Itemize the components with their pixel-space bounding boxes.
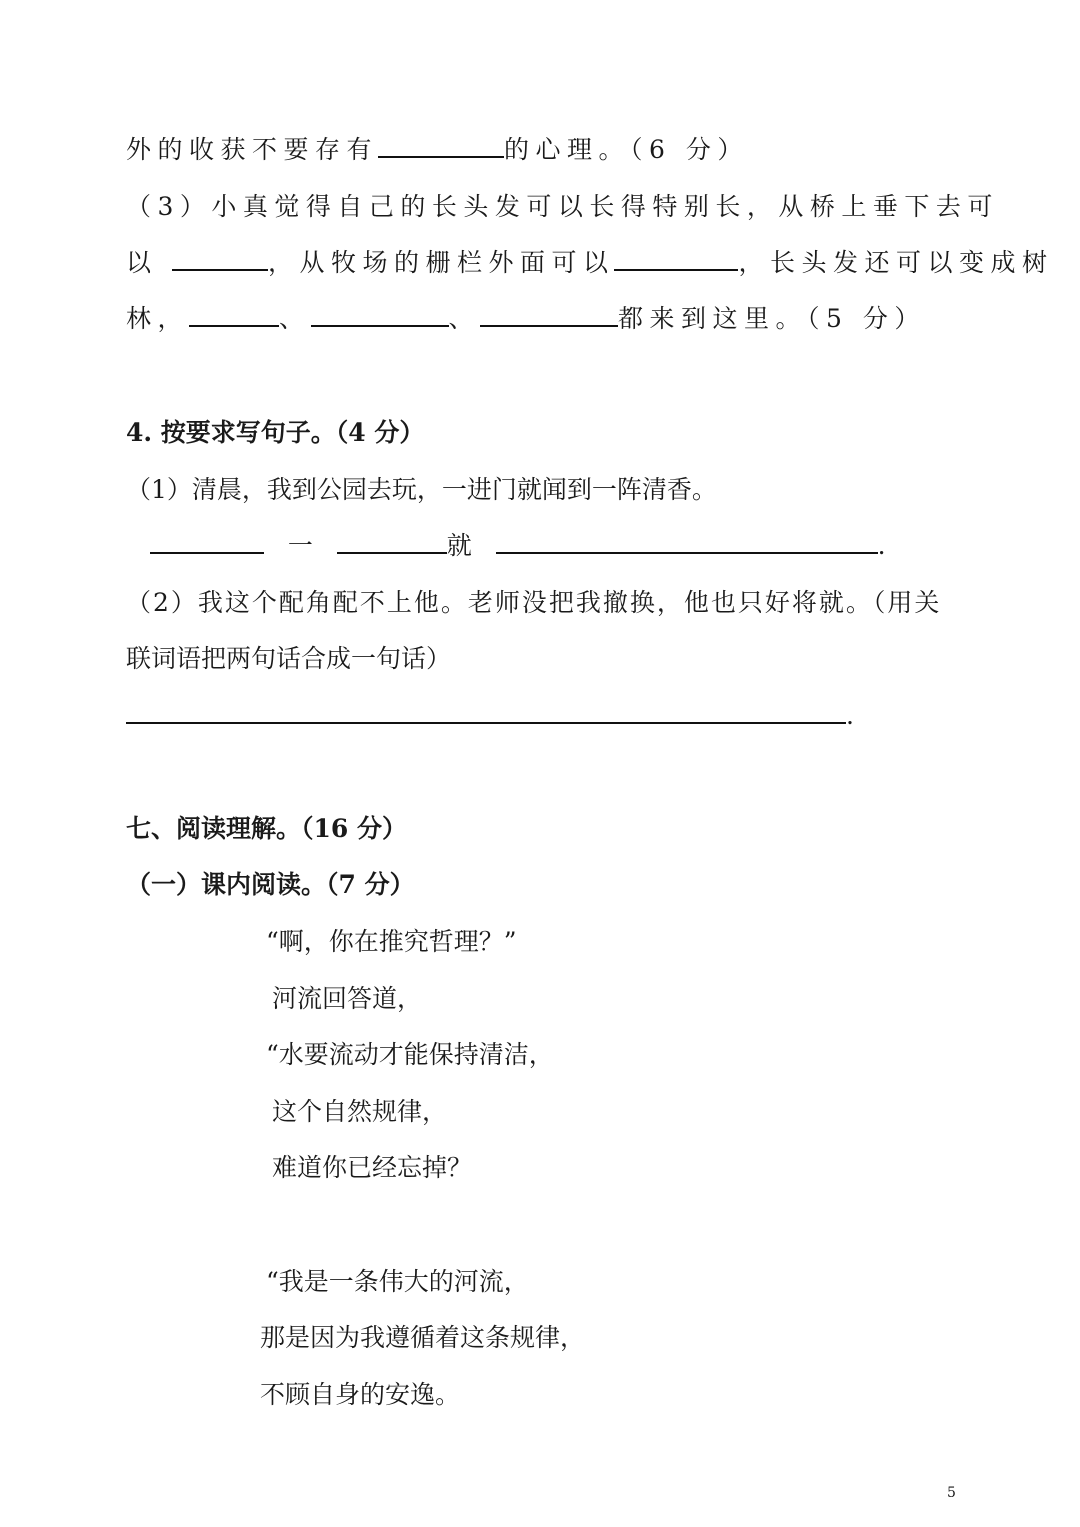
q3-item3-text-b: ，从牧场的栅栏外面可以: [267, 248, 615, 277]
poem-line: “水要流动才能保持清洁，: [266, 1040, 554, 1069]
answer-blank[interactable]: [150, 532, 264, 554]
poem-line: “啊，你在推究哲理？”: [266, 927, 517, 956]
q4-item1: （1）清晨，我到公园去玩，一进门就闻到一阵清香。: [126, 475, 717, 504]
q3-item3-text-c: ，长头发还可以变成树: [738, 248, 1054, 277]
answer-blank[interactable]: [378, 136, 504, 158]
q4-word-jiu: 就: [446, 531, 472, 560]
q4-item2-line2: 联词语把两句话合成一句话）: [126, 644, 452, 673]
poem-line: “我是一条伟大的河流，: [266, 1267, 529, 1296]
q3-cont-text-before: 外的收获不要存有: [126, 135, 379, 164]
q3-item3-text-lin: 林，: [126, 304, 190, 333]
q4-word-yi: 一: [287, 531, 313, 560]
poem-line: 难道你已经忘掉？: [272, 1153, 473, 1182]
answer-blank[interactable]: [172, 249, 268, 271]
separator: 、: [279, 304, 311, 333]
q4-item2-answer-line: [126, 699, 854, 733]
answer-blank[interactable]: [189, 305, 279, 327]
q4-item1-period: .: [877, 531, 886, 560]
answer-blank[interactable]: [126, 702, 846, 724]
answer-blank[interactable]: [480, 305, 618, 327]
poem-line: 这个自然规律，: [272, 1097, 448, 1126]
poem-line: 那是因为我遵循着这条规律，: [260, 1323, 586, 1352]
q4-item2-line1: （2）我这个配角配不上他。老师没把我撤换，他也只好将就。（用关: [126, 588, 942, 617]
separator: 、: [448, 304, 481, 333]
section7-sub1: （一）课内阅读。（7 分）: [126, 870, 415, 899]
q3-continuation-line: [126, 133, 749, 167]
q3-item3-text-a: 以: [126, 248, 158, 277]
q3-item3-line2: [126, 246, 1054, 280]
q4-item1-answer-line: [150, 529, 886, 563]
q4-title: 4. 按要求写句子。（4 分）: [126, 418, 425, 447]
section7-title: 七、阅读理解。（16 分）: [126, 814, 407, 843]
answer-blank[interactable]: [496, 532, 878, 554]
page-number: 5: [947, 1485, 956, 1501]
poem-line: 河流回答道，: [272, 984, 423, 1013]
q4-item2-period: .: [846, 701, 854, 730]
q3-item3-line3: [126, 302, 926, 336]
q3-item3-line1: （3）小真觉得自己的长头发可以长得特别长，从桥上垂下去可: [126, 192, 999, 221]
answer-blank[interactable]: [614, 249, 738, 271]
q3-cont-text-after: 的心理。（6 分）: [504, 135, 749, 164]
answer-blank[interactable]: [337, 532, 447, 554]
q3-item3-text-end: 都来到这里。（5 分）: [618, 304, 926, 333]
answer-blank[interactable]: [311, 305, 449, 327]
poem-line: 不顾自身的安逸。: [260, 1380, 461, 1409]
